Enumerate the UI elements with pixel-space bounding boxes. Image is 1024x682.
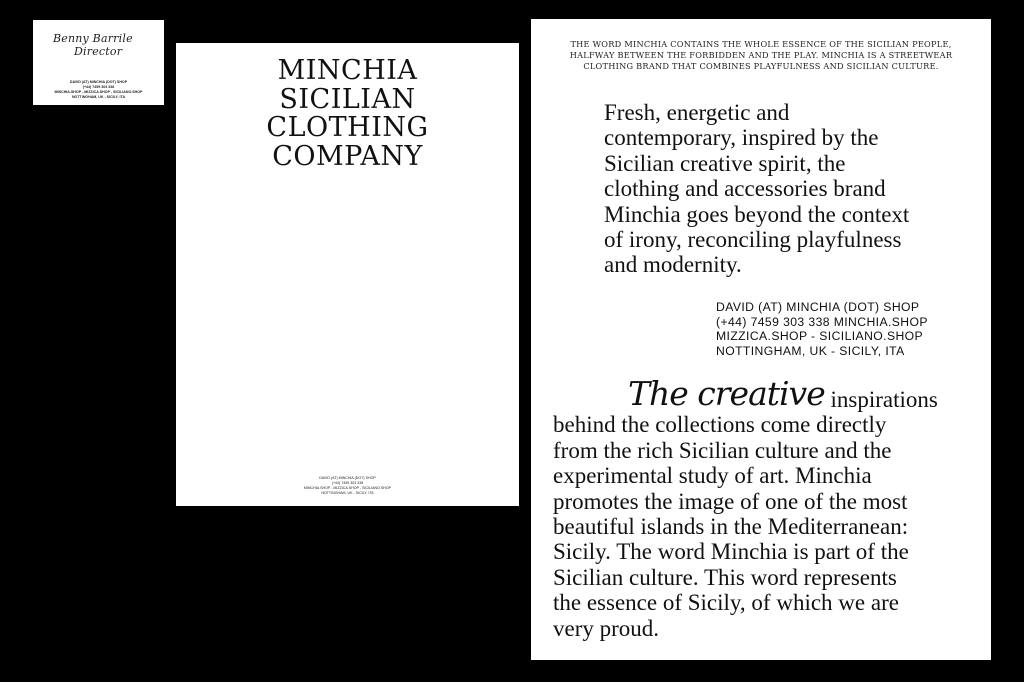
intro-line: THE WORD MINCHIA CONTAINS THE WHOLE ESSENCE OF THE SICILIAN PEOPLE, xyxy=(570,39,952,49)
intro-line: HALFWAY BETWEEN THE FORBIDDEN AND THE PLAY. MINCHIA IS A STREETWEAR xyxy=(569,49,953,60)
paragraph-line: contemporary, inspired by the xyxy=(604,125,879,151)
company-name-line: CLOTHING xyxy=(266,112,429,143)
letterhead-footer xyxy=(176,476,519,496)
paragraph-line: beautiful islands in the Mediterranean: xyxy=(553,514,909,540)
contact-line: DAVID (AT) MINCHIA (DOT) SHOP xyxy=(716,300,920,314)
card-contact-line: DAVID (AT) MINCHIA (DOT) SHOP xyxy=(69,80,128,84)
card-title: Director xyxy=(74,45,123,58)
company-name xyxy=(176,57,519,171)
card-name: Benny Barrile xyxy=(53,32,133,45)
company-name-line: COMPANY xyxy=(272,140,423,172)
paragraph-line: behind the collections come directly xyxy=(553,412,887,438)
paragraph-line: Minchia goes beyond the context xyxy=(604,201,910,227)
footer-line: DAVID (AT) MINCHIA (DOT) SHOP xyxy=(319,476,376,480)
company-name-line: MINCHIA xyxy=(277,55,418,86)
paragraph-line: the essence of Sicily, of which we are xyxy=(553,590,899,616)
paragraph-fresh xyxy=(604,100,984,278)
script-heading: The creative xyxy=(628,374,825,413)
paragraph-first-line xyxy=(553,374,987,413)
paragraph-line: clothing and accessories brand xyxy=(604,176,886,202)
card-contact-line: NOTTINGHAM, UK - SICILY, ITA xyxy=(71,95,126,99)
company-name-line: SICILIAN xyxy=(279,83,416,115)
paragraph-creative xyxy=(553,374,987,641)
footer-line: (+44) 7459 303 338 xyxy=(331,481,364,485)
paragraph-line: of irony, reconciling playfulness xyxy=(604,227,902,253)
paragraph-line: Sicilian creative spirit, the xyxy=(604,150,846,176)
paragraph-line: promotes the image of one of the most xyxy=(553,488,908,514)
intro-line: CLOTHING BRAND THAT COMBINES PLAYFULNESS AND SICILIAN CULTURE. xyxy=(583,60,939,71)
paragraph-line: Fresh, energetic and xyxy=(604,100,790,125)
brochure-page xyxy=(531,19,991,660)
paragraph-line: very proud. xyxy=(553,615,660,641)
contact-line: NOTTINGHAM, UK - SICILY, ITA xyxy=(716,344,905,359)
page-contact xyxy=(716,300,928,359)
business-card xyxy=(33,20,164,105)
paragraph-line: Sicily. The word Minchia is part of the xyxy=(553,539,909,565)
contact-line: MIZZICA.SHOP - SICILIANO.SHOP xyxy=(716,329,924,344)
card-contact-line: (+44) 7459 303 338 xyxy=(82,85,115,89)
footer-line: MINCHIA.SHOP - MIZZICA.SHOP - SICILIANO.SHOP xyxy=(303,486,392,490)
paragraph-line: and modernity. xyxy=(604,252,742,278)
paragraph-line: from the rich Sicilian culture and the xyxy=(553,437,892,463)
paragraph-line: experimental study of art. Minchia xyxy=(553,463,872,489)
intro-text xyxy=(539,39,983,71)
paragraph-first-text: inspirations xyxy=(824,387,938,412)
card-contact-line: MINCHIA.SHOP - MIZZICA.SHOP - SICILIANO.SHOP xyxy=(54,90,143,94)
letterhead xyxy=(176,43,519,506)
card-contact xyxy=(33,80,164,100)
footer-line: NOTTINGHAM, UK - SICILY, ITA xyxy=(321,491,374,495)
paragraph-line: Sicilian culture. This word represents xyxy=(553,564,897,590)
contact-line: (+44) 7459 303 338 MINCHIA.SHOP xyxy=(716,314,928,329)
